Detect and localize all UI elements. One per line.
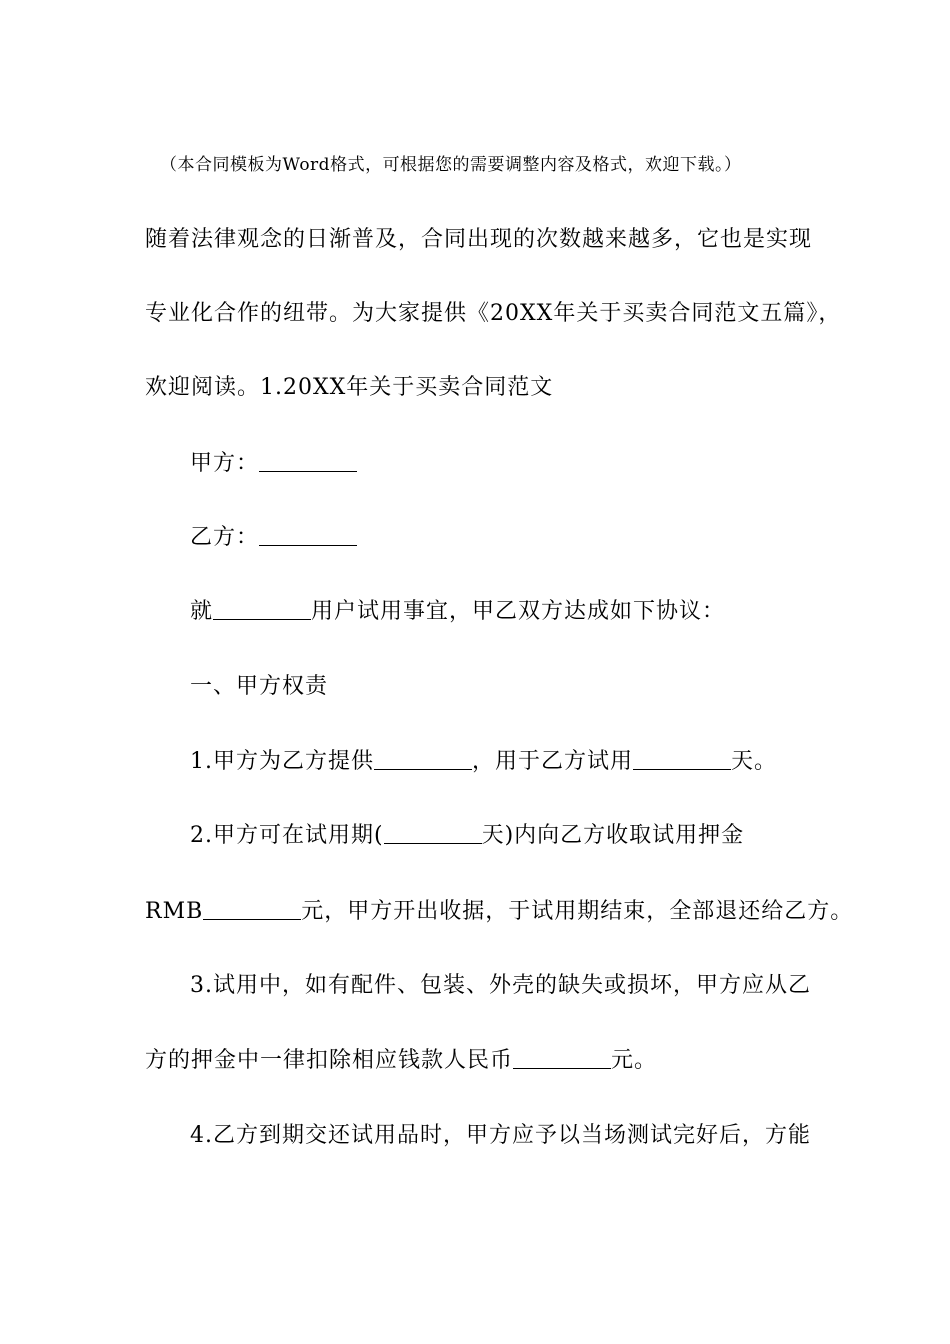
clause-2-line-1 bbox=[190, 821, 744, 851]
clause-2-text-b: 天)内向乙方收取试用押金 bbox=[481, 823, 745, 848]
clause-1-text-c: 天。 bbox=[731, 749, 778, 774]
clause-1-text-b: ，用于乙方试用 bbox=[472, 749, 634, 774]
agreement-pre: 就 bbox=[190, 599, 214, 624]
clause-1-text-a: 1.甲方为乙方提供 bbox=[190, 749, 374, 774]
clause-2-text-c: RMB bbox=[145, 899, 204, 924]
intro-line-3: 欢迎阅读。1.20XX年关于买卖合同范文 bbox=[145, 375, 554, 400]
clause-3-blank-amount bbox=[513, 1046, 611, 1069]
party-a-line bbox=[190, 449, 357, 479]
intro-line-2: 专业化合作的纽带。为大家提供《20XX年关于买卖合同范文五篇》， bbox=[145, 301, 842, 326]
clause-4-line-1: 4.乙方到期交还试用品时，甲方应予以当场测试完好后，方能 bbox=[190, 1123, 811, 1148]
party-a-blank bbox=[259, 449, 357, 472]
intro-line-1: 随着法律观念的日渐普及，合同出现的次数越来越多，它也是实现 bbox=[145, 227, 813, 252]
party-b-blank bbox=[259, 523, 357, 546]
clause-2-text-d: 元，甲方开出收据，于试用期结束，全部退还给乙方。 bbox=[301, 899, 854, 924]
agreement-line bbox=[190, 597, 725, 627]
clause-3-text-a: 方的押金中一律扣除相应钱款人民币 bbox=[145, 1048, 514, 1073]
party-b-line bbox=[190, 523, 357, 553]
clause-2-line-2 bbox=[145, 897, 853, 927]
party-b-label: 乙方： bbox=[190, 525, 260, 550]
clause-1-blank-b bbox=[633, 747, 731, 770]
agreement-blank bbox=[213, 597, 311, 620]
clause-3-text-b: 元。 bbox=[611, 1048, 658, 1073]
clause-2-text-a: 2.甲方可在试用期( bbox=[190, 823, 384, 848]
clause-1 bbox=[190, 747, 777, 777]
section-title: 一、甲方权责 bbox=[190, 674, 329, 699]
template-note: （本合同模板为Word格式，可根据您的需要调整内容及格式，欢迎下载。） bbox=[160, 155, 742, 175]
clause-3-line-1: 3.试用中，如有配件、包装、外壳的缺失或损坏，甲方应从乙 bbox=[190, 973, 811, 998]
clause-1-blank-a bbox=[374, 747, 472, 770]
clause-2-blank-amount bbox=[203, 897, 301, 920]
party-a-label: 甲方： bbox=[190, 451, 260, 476]
clause-2-blank-days bbox=[384, 821, 482, 844]
clause-3-line-2 bbox=[145, 1046, 657, 1076]
agreement-post: 用户试用事宜，甲乙双方达成如下协议： bbox=[311, 599, 726, 624]
